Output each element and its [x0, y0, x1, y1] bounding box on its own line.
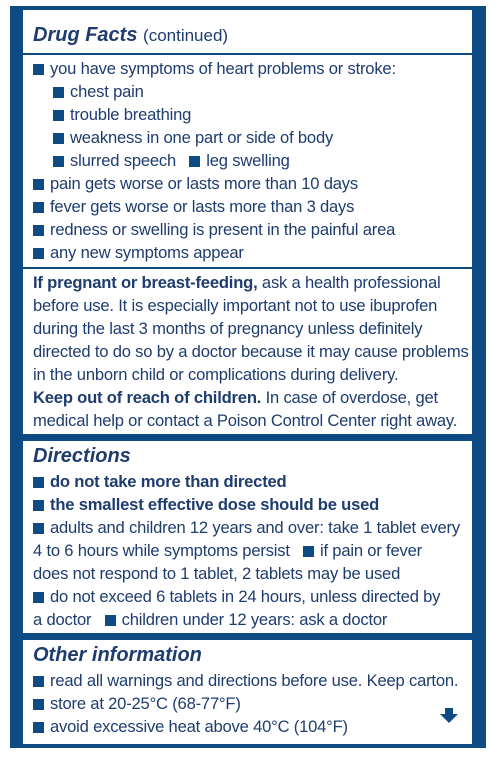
title-continued: (continued) [143, 26, 229, 45]
drug-facts-panel [23, 10, 472, 744]
pregnancy-text: during the last 3 months of pregnancy unless definitely [33, 319, 423, 338]
directions-text: a doctor children under 12 years: ask a doctor [33, 610, 388, 629]
square-bullet-icon [33, 202, 44, 213]
square-bullet-icon [33, 676, 44, 687]
warning-item: fever gets worse or lasts more than 3 days [33, 195, 465, 218]
warning-sub-item: chest pain [33, 80, 465, 103]
square-bullet-icon [53, 110, 64, 121]
warning-sub-item: weakness in one part or side of body [33, 126, 465, 149]
title-main: Drug Facts [33, 24, 138, 46]
directions-item: do not exceed 6 tablets in 24 hours, unless directed by [33, 585, 465, 608]
square-bullet-icon [33, 225, 44, 236]
pregnancy-text: directed to do so by a doctor because it may cause problems [33, 342, 469, 361]
warning-item: any new symptoms appear [33, 241, 465, 264]
square-bullet-icon [33, 523, 44, 534]
directions-title: Directions [33, 445, 131, 467]
warning-sub-item: trouble breathing [33, 103, 465, 126]
pregnancy-text: before use. It is especially important not to use ibuprofen [33, 296, 438, 315]
divider [23, 53, 473, 55]
square-bullet-icon [53, 156, 64, 167]
square-bullet-icon [33, 500, 44, 511]
other-info-title: Other information [33, 644, 202, 666]
square-bullet-icon [33, 699, 44, 710]
page-title [33, 21, 465, 50]
section-bar [23, 633, 473, 640]
warning-sub-item: slurred speech leg swelling [33, 149, 465, 172]
square-bullet-icon [303, 546, 314, 557]
directions-item: the smallest effective dose should be used [33, 493, 465, 516]
other-info-item: read all warnings and directions before use. Keep carton. [33, 669, 465, 692]
down-arrow-icon [440, 714, 458, 723]
square-bullet-icon [33, 64, 44, 75]
warning-item: redness or swelling is present in the painful area [33, 218, 465, 241]
square-bullet-icon [53, 87, 64, 98]
square-bullet-icon [33, 592, 44, 603]
pregnancy-text: in the unborn child or complications during delivery. [33, 365, 399, 384]
square-bullet-icon [105, 615, 116, 626]
warning-item: pain gets worse or lasts more than 10 days [33, 172, 465, 195]
keep-out-text: medical help or contact a Poison Control Center right away. [33, 411, 458, 430]
square-bullet-icon [33, 179, 44, 190]
other-info-item: store at 20-25°C (68-77°F) [33, 692, 465, 715]
directions-item: adults and children 12 years and over: take 1 tablet every [33, 516, 465, 539]
section-bar [23, 434, 473, 441]
directions-text: does not respond to 1 tablet, 2 tablets may be used [33, 564, 401, 583]
directions-item: do not take more than directed [33, 470, 465, 493]
other-info-item: avoid excessive heat above 40°C (104°F) [33, 715, 465, 738]
square-bullet-icon [53, 133, 64, 144]
square-bullet-icon [189, 156, 200, 167]
directions-text: 4 to 6 hours while symptoms persist if pain or fever [33, 541, 422, 560]
divider [23, 267, 473, 269]
keep-out-text: Keep out of reach of children. In case of overdose, get [33, 388, 438, 407]
pregnancy-text: If pregnant or breast-feeding, ask a health professional [33, 273, 441, 292]
square-bullet-icon [33, 477, 44, 488]
drug-facts-content [33, 24, 469, 738]
square-bullet-icon [33, 248, 44, 259]
square-bullet-icon [33, 722, 44, 733]
warning-heart-intro: you have symptoms of heart problems or stroke: [33, 57, 465, 80]
